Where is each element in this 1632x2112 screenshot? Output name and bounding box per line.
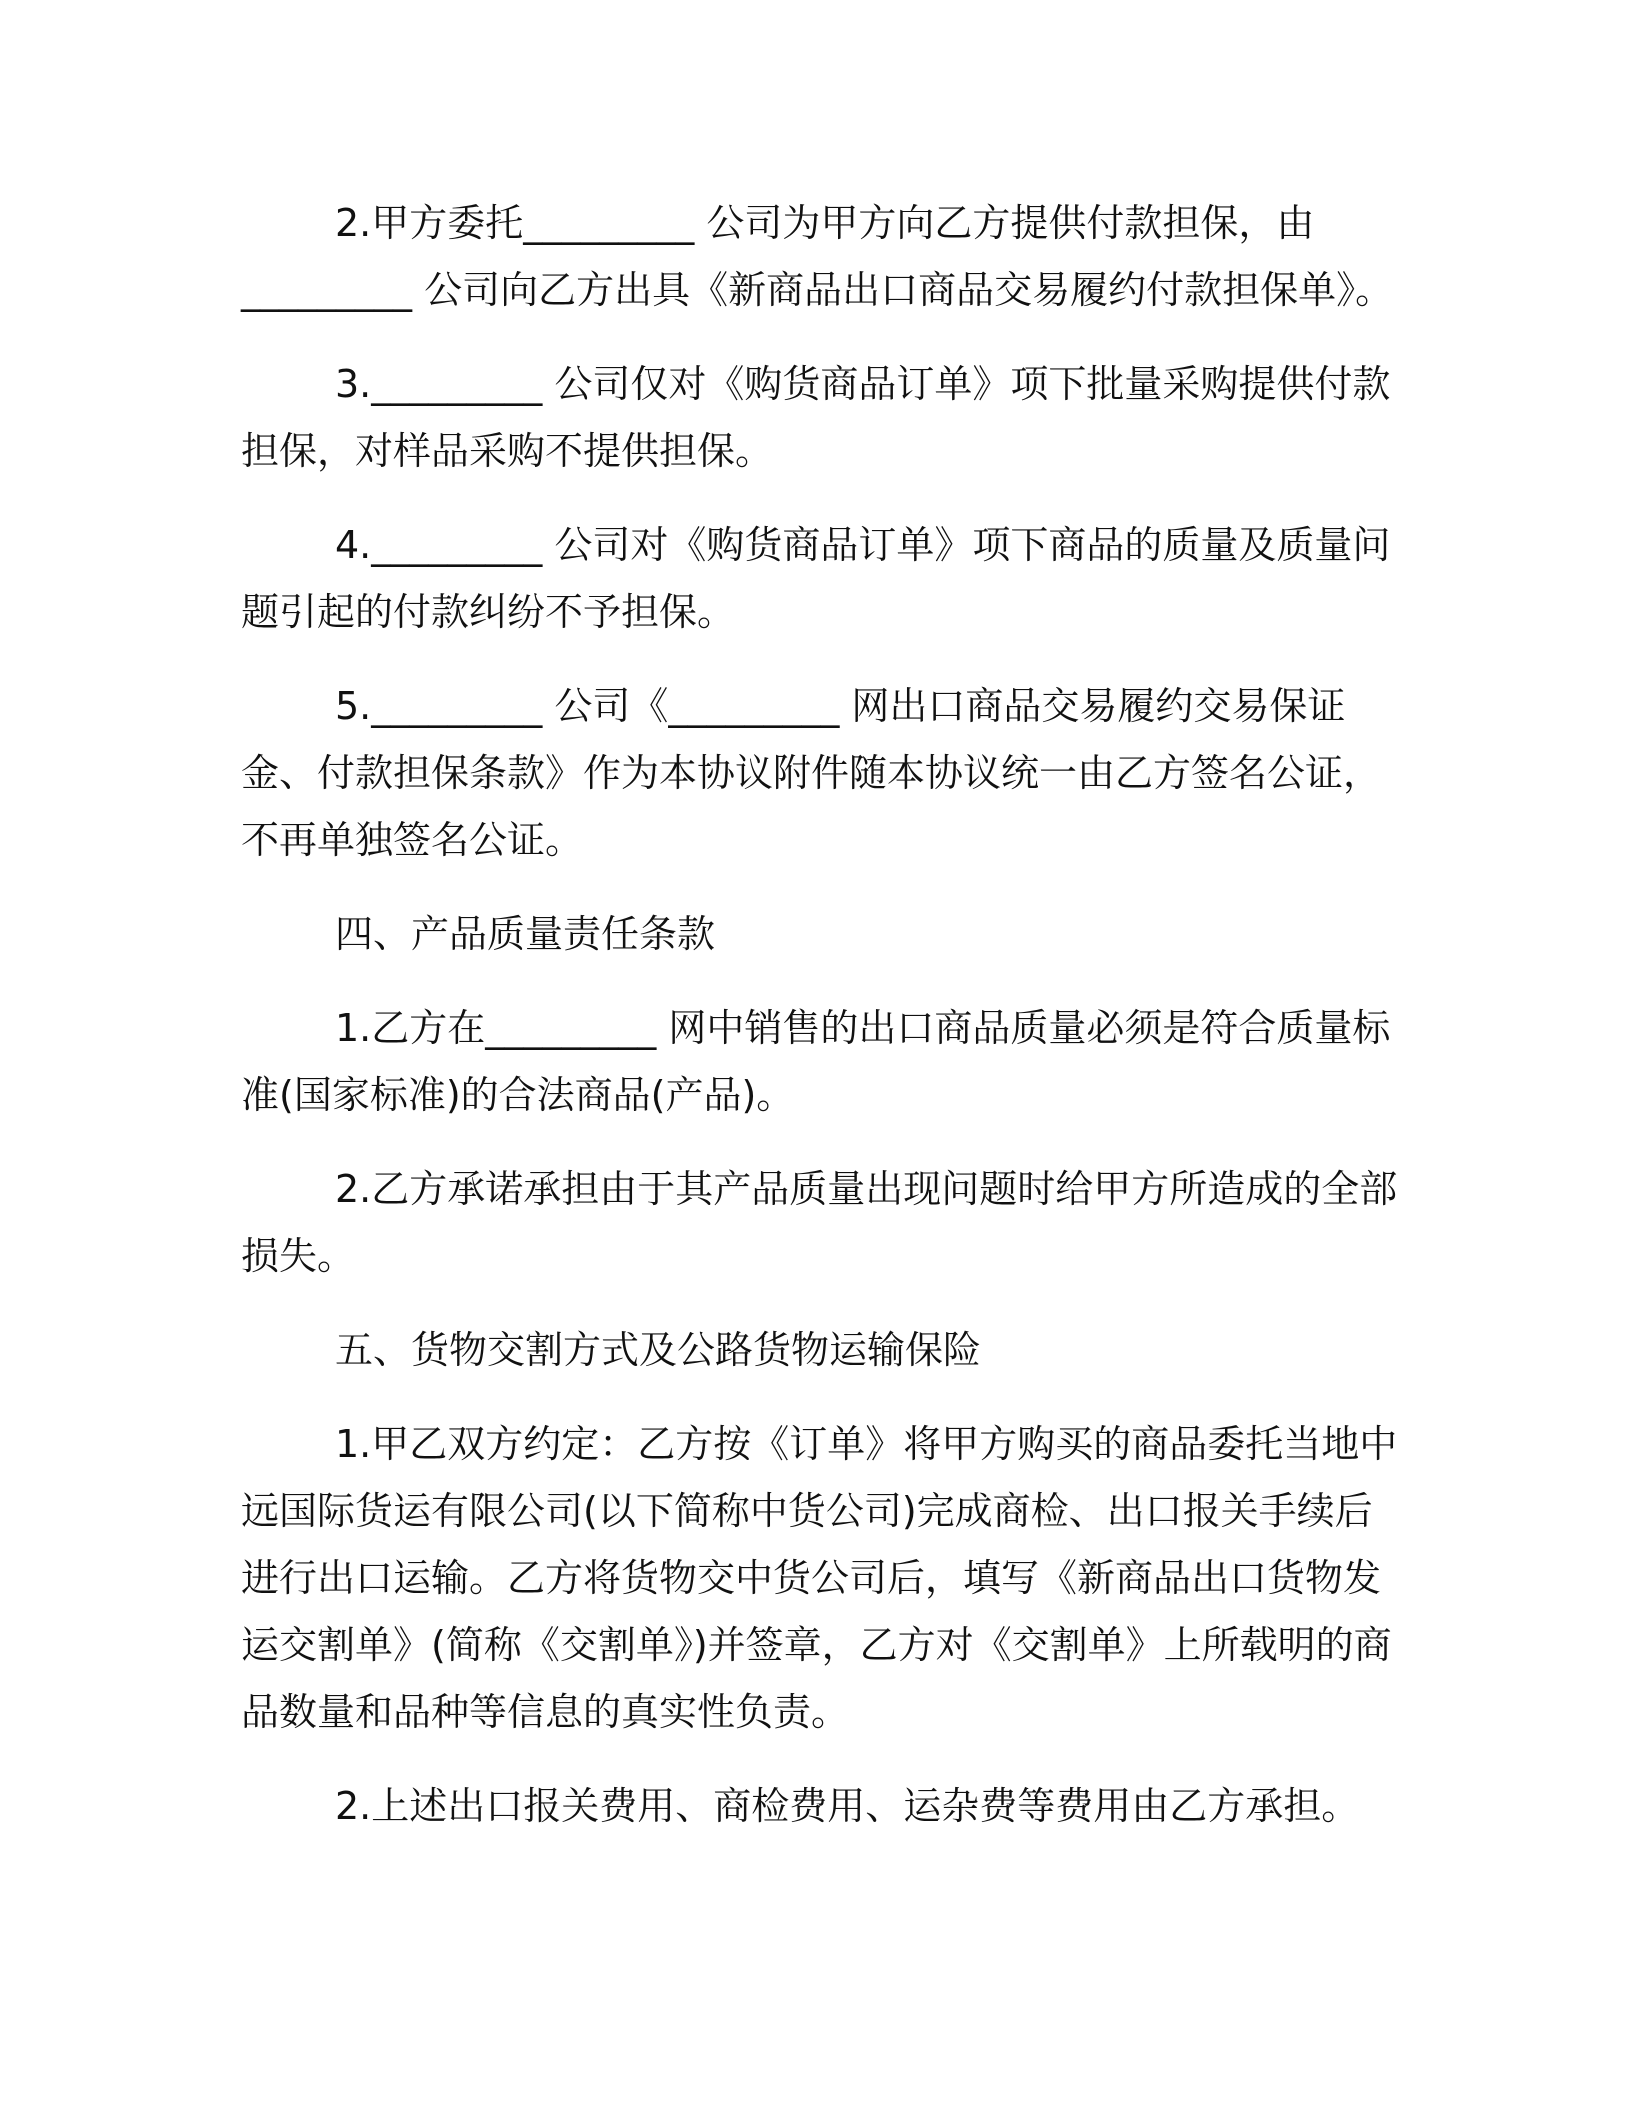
document-body bbox=[241, 190, 1401, 1867]
section-heading-4: 四、产品质量责任条款 bbox=[335, 912, 716, 956]
paragraph-delivery-1: 1.甲乙双方约定：乙方按《订单》将甲方购买的商品委托当地中远国际货运有限公司(以下简称中货公司)完成商检、出口报关手续后进行出口运输。乙方将货物交中货公司后，填写《新商品出口货物发运交割单》(简称《交割单》)并签章，乙方对《交割单》上所载明的商品数量和品种等信息的真实性负责。 bbox=[241, 1422, 1398, 1734]
paragraph-quality-2: 2.乙方承诺承担由于其产品质量出现问题时给甲方所造成的全部损失。 bbox=[241, 1167, 1398, 1278]
paragraph-delivery-2: 2.上述出口报关费用、商检费用、运杂费等费用由乙方承担。 bbox=[335, 1784, 1360, 1828]
paragraph-clause-5: 5._________ 公司《_________ 网出口商品交易履约交易保证金、付款担保条款》作为本协议附件随本协议统一由乙方签名公证，不再单独签名公证。 bbox=[241, 684, 1382, 862]
paragraph-quality-1: 1.乙方在_________ 网中销售的出口商品质量必须是符合质量标准(国家标准)的合法商品(产品)。 bbox=[241, 1006, 1391, 1117]
paragraph-clause-3: 3._________ 公司仅对《购货商品订单》项下批量采购提供付款担保，对样品采购不提供担保。 bbox=[241, 362, 1391, 473]
section-heading-5: 五、货物交割方式及公路货物运输保险 bbox=[335, 1328, 982, 1372]
paragraph-clause-2: 2.甲方委托_________ 公司为甲方向乙方提供付款担保，由_________ 公司向乙方出具《新商品出口商品交易履约付款担保单》。 bbox=[241, 201, 1394, 312]
paragraph-clause-4: 4._________ 公司对《购货商品订单》项下商品的质量及质量问题引起的付款纠纷不予担保。 bbox=[241, 523, 1391, 634]
